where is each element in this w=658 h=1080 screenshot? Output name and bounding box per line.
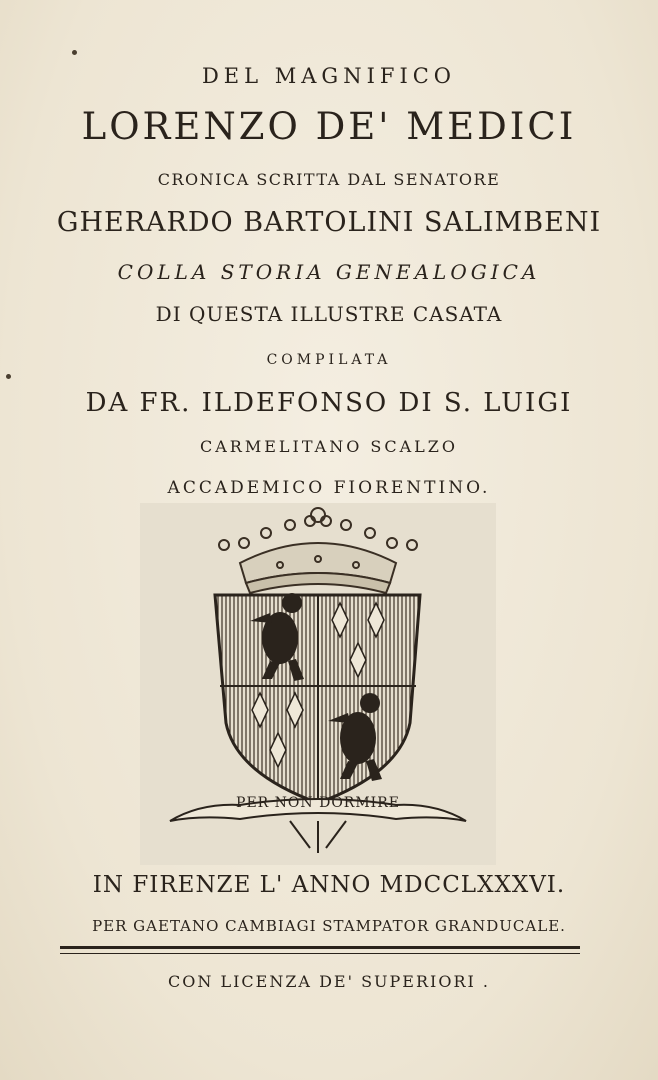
double-rule-thick	[60, 946, 580, 949]
imprint-printer: PER GAETANO CAMBIAGI STAMPATOR GRANDUCALE.	[92, 917, 566, 935]
double-rule-thin	[60, 953, 580, 954]
imprint-place-year: IN FIRENZE L' ANNO MDCCLXXXVI.	[92, 872, 566, 898]
shield-icon	[215, 593, 420, 803]
title-main: LORENZO DE' MEDICI	[81, 105, 577, 148]
compiler-academy: ACCADEMICO FIORENTINO.	[167, 478, 491, 498]
subtitle-family: DI QUESTA ILLUSTRE CASATA	[155, 302, 503, 326]
author-name: GHERARDO BARTOLINI SALIMBENI	[56, 207, 602, 238]
engraving-plate	[140, 503, 496, 865]
crown-icon	[219, 508, 417, 593]
foxing-spot	[72, 50, 77, 55]
compiler-name: DA FR. ILDEFONSO DI S. LUIGI	[85, 388, 573, 418]
compiler-order: CARMELITANO SCALZO	[199, 437, 459, 456]
compiled-label: COMPILATA	[266, 352, 392, 368]
title-line-1: DEL MAGNIFICO	[201, 64, 457, 88]
subtitle-chronicle: CRONICA SCRITTA DAL SENATORE	[157, 170, 501, 189]
foxing-spot	[6, 374, 11, 379]
imprint-license: CON LICENZA DE' SUPERIORI .	[168, 972, 490, 991]
motto-text: PER NON DORMIRE	[236, 795, 400, 811]
subtitle-genealogy: COLLA STORIA GENEALOGICA	[117, 260, 541, 284]
